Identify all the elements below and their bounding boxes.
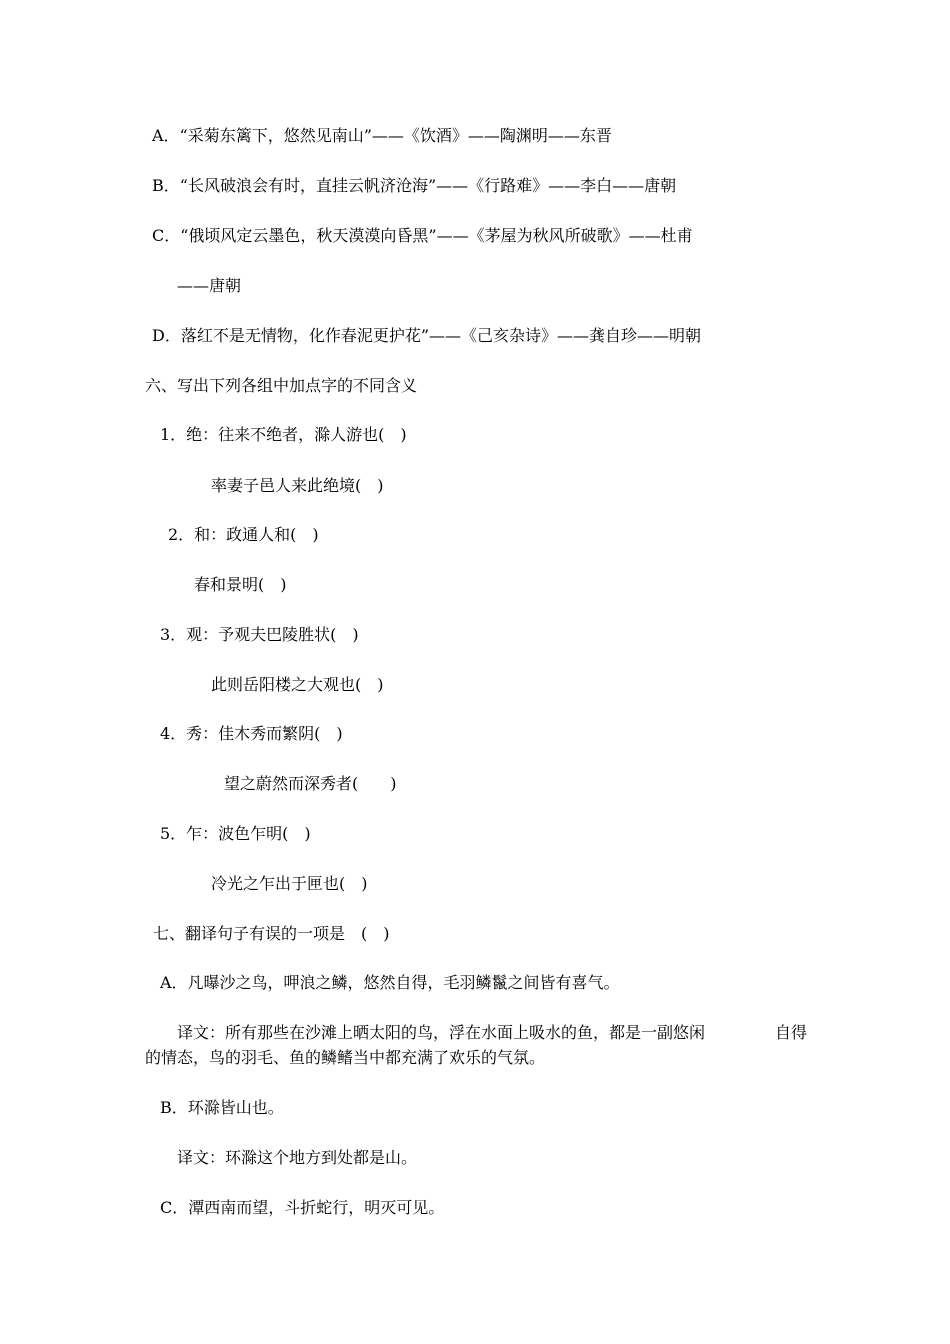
option-d: D．落红不是无情物，化作春泥更护花”——《己亥杂诗》——龚自珍——明朝 <box>152 326 702 345</box>
item-5-second: 冷光之乍出于匣也( ) <box>211 874 368 893</box>
section-7-translation-b: 译文：环滁这个地方到处都是山。 <box>177 1148 418 1167</box>
item-1-first: 1．绝：往来不绝者，滁人游也( ) <box>160 425 407 444</box>
section-7-option-b: B．环滁皆山也。 <box>160 1098 284 1117</box>
section-7-translation-a-line-1: 译文：所有那些在沙滩上晒太阳的鸟，浮在水面上吸水的鱼，都是一副悠闲 <box>177 1023 706 1042</box>
section-7-option-c: C．潭西南而望，斗折蛇行，明灭可见。 <box>160 1198 445 1217</box>
item-3-second: 此则岳阳楼之大观也( ) <box>211 675 384 694</box>
item-1-second: 率妻子邑人来此绝境( ) <box>211 476 384 495</box>
section-7-translation-a-line-2: 的情态，鸟的羽毛、鱼的鳞鳍当中都充满了欢乐的气氛。 <box>145 1048 546 1067</box>
option-b: B．“长风破浪会有时，直挂云帆济沧海”——《行路难》——李白——唐朝 <box>152 176 677 195</box>
item-3-first: 3．观：予观夫巴陵胜状( ) <box>160 625 359 644</box>
option-c-line-1: C．“俄顷风定云墨色，秋天漠漠向昏黑”——《茅屋为秋风所破歌》——杜甫 <box>152 226 693 245</box>
option-c-line-2: ——唐朝 <box>177 276 242 295</box>
item-4-first: 4．秀：佳木秀而繁阴( ) <box>160 724 343 743</box>
section-7-translation-a-line-1-end: 自得 <box>775 1023 808 1042</box>
section-7-option-a: A．凡曝沙之鸟，呷浪之鳞，悠然自得，毛羽鳞鬣之间皆有喜气。 <box>160 973 620 992</box>
section-6-heading: 六、写出下列各组中加点字的不同含义 <box>145 376 418 395</box>
item-5-first: 5．乍：波色乍明( ) <box>160 824 311 843</box>
option-a: A．“采菊东篱下，悠然见南山”——《饮酒》——陶渊明——东晋 <box>152 126 612 145</box>
section-7-heading: 七、翻译句子有误的一项是 ( ) <box>153 924 390 943</box>
item-2-second: 春和景明( ) <box>194 575 287 594</box>
item-2-first: 2．和：政通人和( ) <box>168 525 319 544</box>
item-4-second: 望之蔚然而深秀者( ) <box>224 774 397 793</box>
